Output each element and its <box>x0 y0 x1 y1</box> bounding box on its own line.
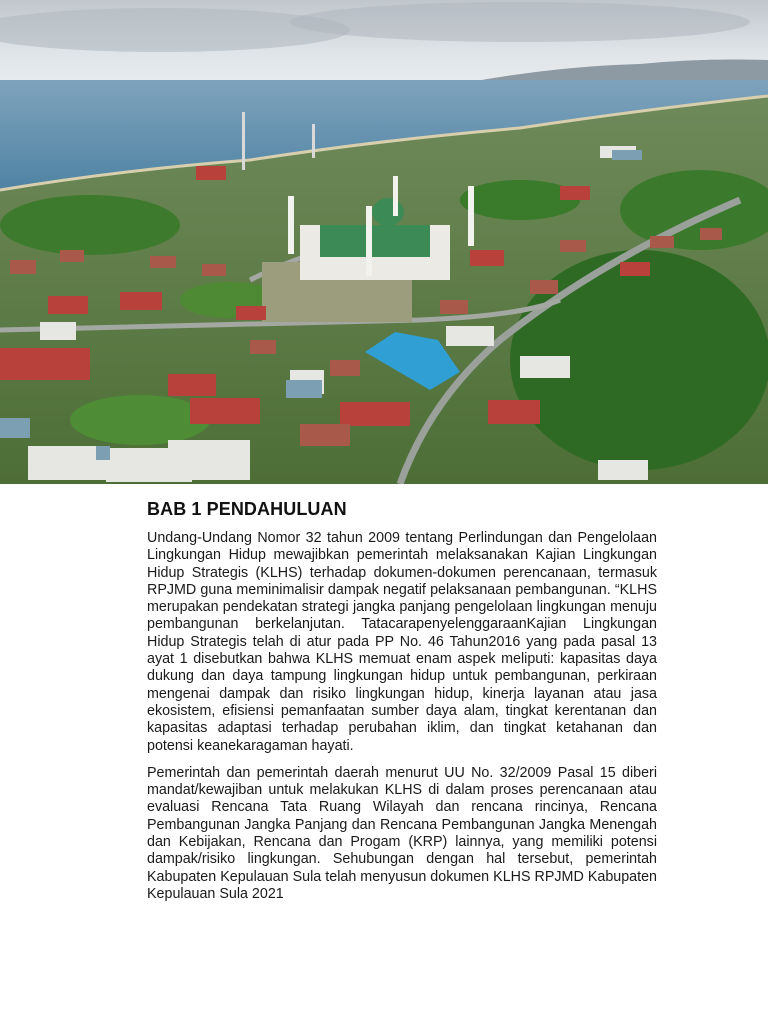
chapter-heading: BAB 1 PENDAHULUAN <box>147 499 347 519</box>
paragraph-2: Pemerintah dan pemerintah daerah menurut UU No. 32/2009 Pasal 15 diberi mandat/kewajiban untuk melakukan KLHS di dalam proses perencanaan atau evaluasi Rencana Tata Ruang Wilayah dan rencana rincinya, Rencana Pembangunan Jangka Panjang dan Rencana Pembangunan Jangka Menengah dan Kebijakan, Rencana dan Progam (KRP) lainnya, yang memiliki potensi dampak/risiko lingkungan. Sehubungan dengan hal tersebut, pemerintah Kabupaten Kepulauan Sula telah menyusun dokumen KLHS RPJMD Kabupaten Kepulauan Sula 2021 <box>147 764 657 902</box>
aerial-town-photo <box>0 0 768 484</box>
paragraph-1: Undang-Undang Nomor 32 tahun 2009 tentang Perlindungan dan Pengelolaan Lingkungan Hidup mewajibkan pemerintah melaksanakan Kajian Lingkungan Hidup Strategis (KLHS) terhadap dokumen-dokumen perencanaan, termasuk RPJMD guna meminimalisir dampak negatif pelaksanaan pembangunan. “KLHS merupakan pendekatan strategi jangka panjang pengelolaan lingkungan menuju pembangunan berkelanjutan. TatacarapenyelenggaraanKajian Lingkungan Hidup Strategis telah di atur pada PP No. 46 Tahun2016 yang pada pasal 13 ayat 1 disebutkan bahwa KLHS memuat enam aspek meliputi: kapasitas daya dukung dan daya tampung lingkungan hidup untuk pembangunan, perkiraan mengenai dampak dan risiko lingkungan hidup, kinerja layanan atau jasa ekosistem, efisiensi pemanfaatan sumber daya alam, tingkat kerentanan dan kapasitas adaptasi terhadap perubahan iklim, dan tingkat ketahanan dan potensi keanekaragaman hayati. <box>147 530 657 754</box>
chapter-content <box>147 499 657 913</box>
